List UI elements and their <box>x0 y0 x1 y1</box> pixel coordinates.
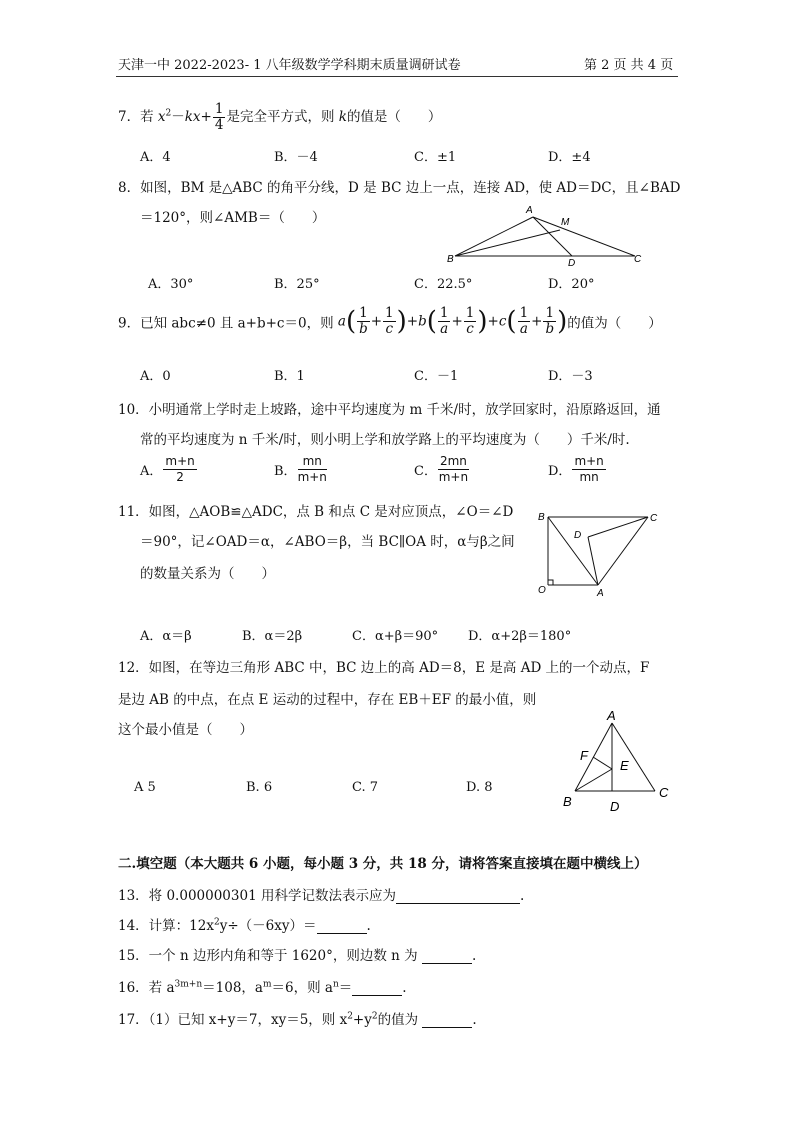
q11-option-d[interactable]: D．α+2β＝180° <box>468 629 572 644</box>
q11-option-b[interactable]: B．α＝2β <box>242 629 303 644</box>
question-10-line1: 10．小明通常上学时走上坡路，途中平均速度为 m 千米/时，放学回家时，沿原路返回，通 <box>118 402 661 418</box>
question-11-line1: 11．如图，△AOB≌△ADC，点 B 和点 C 是对应顶点，∠O＝∠D <box>118 504 514 520</box>
section-2-heading: 二.填空题（本大题共 6 小题，每小题 3 分，共 18 分，请将答案直接填在题中横线上） <box>118 856 648 872</box>
question-13: 13．将 0.000000301 用科学记数法表示应为 . <box>118 888 525 904</box>
q10-option-b[interactable]: B． $\frac{mn}{m+n}$ <box>274 454 327 484</box>
q10-option-a[interactable]: A． $\frac{m+n}{2}$ <box>140 454 195 484</box>
q12-label-e: E <box>620 758 629 773</box>
question-7: 7．若 $x^2-kx+$ $\frac{1}{4}$ 是完全平方式，则 k的值是（ ） <box>118 101 442 133</box>
question-11-line2: ＝90°，记∠OAD＝α，∠ABO＝β，当 BC∥OA 时，α与β之间 <box>140 534 515 550</box>
q7-option-a[interactable]: A．4 <box>140 150 171 165</box>
q9-option-b[interactable]: B．1 <box>274 369 305 384</box>
q12-label-c: C <box>659 785 669 800</box>
q10-option-d[interactable]: D． $\frac{m+n}{mn}$ <box>548 454 604 484</box>
q9-option-a[interactable]: A．0 <box>140 369 171 384</box>
question-12-line1: 12．如图，在等边三角形 ABC 中，BC 边上的高 AD＝8，E 是高 AD 上的一个动点，F <box>118 660 650 676</box>
q11-label-b: B <box>538 512 545 523</box>
question-8-line2: ＝120°，则∠AMB＝（ ） <box>140 210 326 226</box>
q15-answer-blank[interactable] <box>422 949 472 964</box>
q7-option-b[interactable]: B．－4 <box>274 150 318 165</box>
q12-option-b[interactable]: B. 6 <box>246 780 273 795</box>
q11-option-a[interactable]: A．α＝β <box>140 629 192 644</box>
header-divider <box>116 76 678 77</box>
q8-option-b[interactable]: B．25° <box>274 277 320 292</box>
q8-option-a[interactable]: A．30° <box>148 277 194 292</box>
q12-option-c[interactable]: C. 7 <box>352 780 379 795</box>
question-9: 9．已知 abc≠0 且 a+b+c＝0，则 a( $\frac{1}{b}$ + $\frac{1}{c}$ )+b( $\frac{1}{a}$ + $\frac{1}{c}$ )+c( $\frac{1}{a}$ + $\frac{1}{b}$ )的值为（ ） <box>118 305 662 337</box>
q11-label-d: D <box>574 530 582 541</box>
question-17: 17．（1）已知 x+y＝7，xy＝5，则 $x^2+y^2$的值为 . <box>118 1011 477 1028</box>
q12-label-d: D <box>610 799 620 814</box>
question-11-line3: 的数量关系为（ ） <box>140 566 275 582</box>
question-15: 15．一个 n 边形内角和等于 1620°，则边数 n 为 . <box>118 948 477 964</box>
q8-label-c: C <box>634 254 642 265</box>
q12-equilateral-triangle-figure <box>560 705 680 817</box>
q12-option-a[interactable]: A 5 <box>134 780 156 795</box>
q8-label-a: A <box>526 205 533 216</box>
q11-label-a: A <box>597 588 604 599</box>
question-12-line3: 这个最小值是（ ） <box>118 722 253 738</box>
q8-option-d[interactable]: D．20° <box>548 277 595 292</box>
q12-label-b: B <box>563 794 572 809</box>
q9-option-d[interactable]: D．－3 <box>548 369 593 384</box>
q12-label-a: A <box>607 708 616 723</box>
question-16: 16．若 $a^{3m+n}=108$，$a^m=6$，则 $a^n=$ . <box>118 979 407 996</box>
q12-option-d[interactable]: D. 8 <box>466 780 493 795</box>
q8-label-b: B <box>447 254 454 265</box>
q17-answer-blank[interactable] <box>422 1013 472 1028</box>
q11-label-c: C <box>650 513 658 524</box>
q8-option-c[interactable]: C．22.5° <box>414 277 473 292</box>
q12-label-f: F <box>580 748 588 763</box>
q10-option-c[interactable]: C． $\frac{2mn}{m+n}$ <box>414 454 469 484</box>
question-14: 14．计算：$12x^2y\div(-6xy)=$ . <box>118 917 371 934</box>
q7-option-c[interactable]: C．±1 <box>414 150 457 165</box>
page-number: 第 2 页 共 4 页 <box>584 58 674 73</box>
question-10-line2: 常的平均速度为 n 千米/时，则小明上学和放学路上的平均速度为（ ）千米/时. <box>140 432 630 448</box>
q11-option-c[interactable]: C．α+β＝90° <box>352 629 439 644</box>
header-title: 天津一中 2022-2023- 1 八年级数学学科期末质量调研试卷 <box>118 58 461 73</box>
q11-figure <box>533 505 668 600</box>
q7-option-d[interactable]: D．±4 <box>548 150 591 165</box>
q16-answer-blank[interactable] <box>352 981 402 996</box>
question-8-line1: 8．如图，BM 是△ABC 的角平分线，D 是 BC 边上一点，连接 AD，使 AD＝DC，且∠BAD <box>118 180 681 196</box>
question-12-line2: 是边 AB 的中点，在点 E 运动的过程中，存在 EB＋EF 的最小值，则 <box>118 692 537 708</box>
q8-triangle-figure <box>440 200 650 270</box>
q14-answer-blank[interactable] <box>317 919 367 934</box>
q9-option-c[interactable]: C．－1 <box>414 369 459 384</box>
q11-label-o: O <box>538 585 546 596</box>
q13-answer-blank[interactable] <box>396 889 520 904</box>
q8-label-m: M <box>561 217 570 228</box>
q8-label-d: D <box>568 258 576 269</box>
